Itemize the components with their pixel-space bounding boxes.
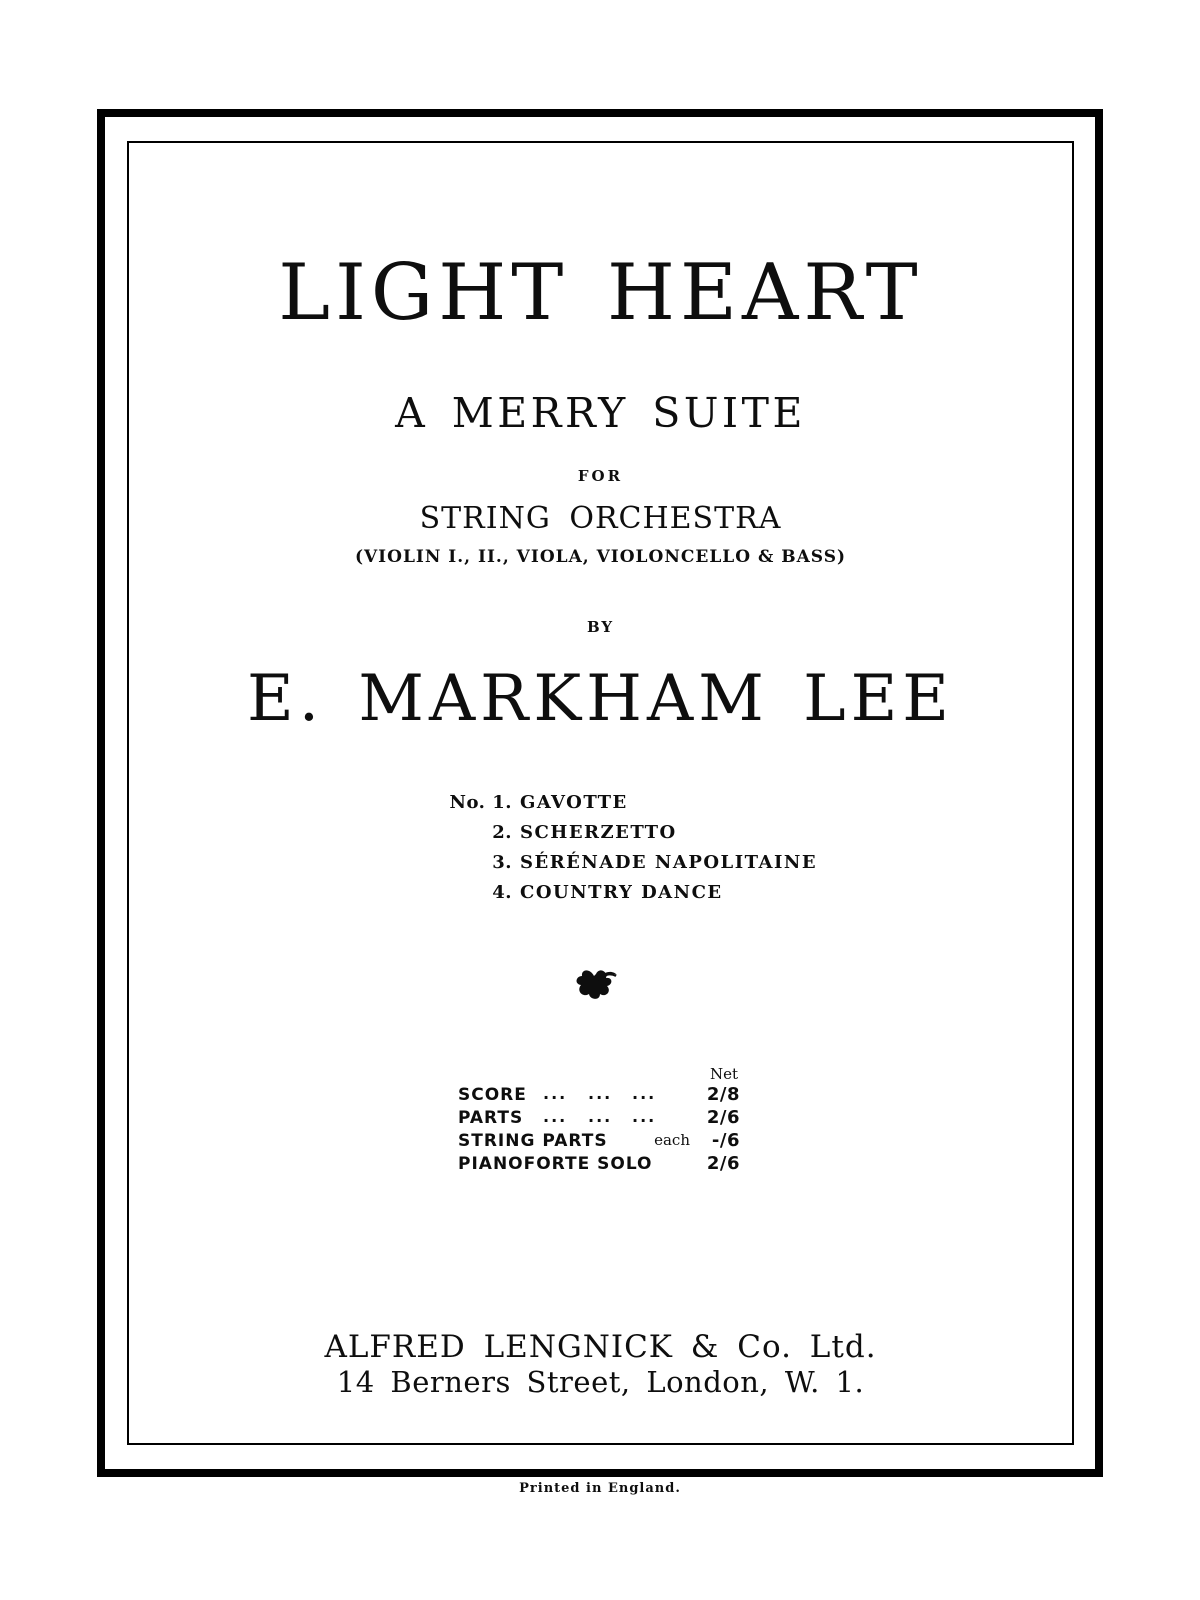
price-row-score (458, 1084, 740, 1107)
movement-number: No. 1. (449, 792, 512, 813)
by-label: BY (586, 618, 615, 636)
price-row-string-parts (458, 1130, 740, 1153)
price-row-parts (458, 1107, 740, 1130)
movement-row (440, 822, 817, 852)
page-content (127, 142, 1074, 1445)
movement-title: SÉRÉNADE NAPOLITAINE (520, 852, 818, 873)
movement-list (440, 792, 817, 912)
ensemble-name: STRING ORCHESTRA (419, 501, 782, 536)
work-subtitle: A MERRY SUITE (395, 389, 806, 437)
movement-title: SCHERZETTO (520, 822, 677, 843)
price-value: 2/6 (706, 1153, 740, 1174)
movement-title: COUNTRY DANCE (520, 882, 723, 903)
price-item-label: PARTS (458, 1108, 524, 1128)
price-list (458, 1067, 740, 1176)
price-item-label: STRING PARTS (458, 1131, 608, 1151)
movement-number: 2. (492, 822, 512, 843)
for-label: FOR (577, 467, 624, 485)
net-label: Net (709, 1065, 738, 1083)
price-item-label: SCORE (458, 1085, 527, 1105)
movement-row (440, 852, 817, 882)
movement-row (440, 792, 817, 822)
price-qualifier: each (654, 1131, 690, 1149)
dot-leader: ... (632, 1084, 657, 1103)
publisher-address: 14 Berners Street, London, W. 1. (336, 1365, 865, 1399)
price-row-pianoforte-solo (458, 1153, 740, 1176)
dot-leader: ... (543, 1107, 568, 1126)
printed-in-england-note: Printed in England. (519, 1481, 681, 1496)
price-item-label: PIANOFORTE SOLO (458, 1154, 653, 1174)
dot-leader: ... (588, 1084, 613, 1103)
publisher-name: ALFRED LENGNICK & Co. Ltd. (324, 1329, 877, 1365)
movement-number: 4. (492, 882, 512, 903)
dot-leader: ... (588, 1107, 613, 1126)
price-value: 2/6 (706, 1107, 740, 1128)
price-value: 2/8 (706, 1084, 740, 1105)
movement-number: 3. (492, 852, 512, 873)
composer-name: E. MARKHAM LEE (247, 662, 954, 736)
movement-title: GAVOTTE (520, 792, 628, 813)
fleuron-ornament-icon (573, 965, 619, 1001)
instrumentation: (VIOLIN I., II., VIOLA, VIOLONCELLO & BASS) (354, 547, 847, 567)
dot-leader: ... (632, 1107, 657, 1126)
movement-row (440, 882, 817, 912)
price-value: -/6 (711, 1130, 740, 1151)
dot-leader: ... (543, 1084, 568, 1103)
work-title: LIGHT HEART (278, 248, 923, 338)
